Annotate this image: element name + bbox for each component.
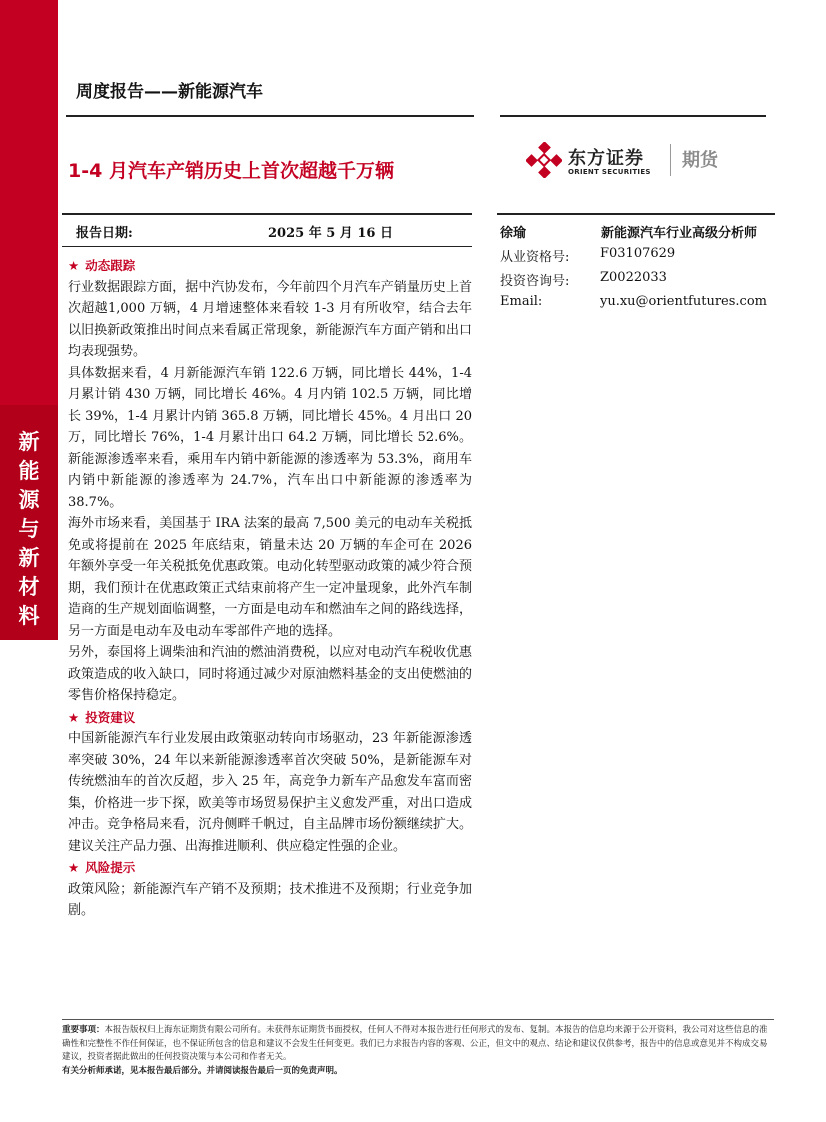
disclaimer-label: 重要事项： (62, 1025, 105, 1035)
footer-disclaimer-block (62, 1024, 774, 1065)
sidebar-label-char: 与 (18, 517, 40, 541)
header-rule-right (500, 115, 766, 117)
paragraph: 另外，泰国将上调柴油和汽油的燃油消费税，以应对电动汽车税收优惠政策造成的收入缺口，同时将通过减少对原油燃料基金的支出使燃油的零售价格保持稳定。 (68, 645, 472, 703)
section-heading-text: 投资建议 (85, 709, 136, 725)
analyst-title: 新能源汽车行业高级分析师 (601, 226, 758, 241)
footer-disclaimer (62, 1024, 774, 1078)
analyst-consult-value: Z0022033 (600, 270, 667, 285)
logo-divider (670, 144, 671, 176)
paragraph: 具体数据来看，4 月新能源汽车销 122.6 万辆，同比增长 44%，1-4 月累计销 430 万辆，同比增长 46%。4 月内销 102.5 万辆，同比增长 39%，1-4 月累计内销 365.8 万辆，同比增长 45%。4 月出口 20 万，同比增长 76%，1-4 月累计出口 64.2 万辆，同比增长 52.6%。新能源渗透率来看，乘用车内销中新能源的渗透率为 53.3%，商用车内销中新能源的渗透率为 24.7%，汽车出口中新能源的渗透率为 38.7%。 (68, 365, 472, 510)
sidebar-category-label (0, 430, 58, 633)
footer-note: 有关分析师承诺，见本报告最后部分。并请阅读报告最后一页的免责声明。 (62, 1065, 343, 1076)
analyst-name: 徐瑜 (500, 226, 527, 241)
sidebar-label-char: 新 (18, 546, 40, 570)
star-icon: ★ (68, 860, 80, 875)
section-heading-investment (68, 707, 472, 729)
sidebar-top-band (0, 0, 58, 405)
sidebar-label-char: 材 (18, 575, 40, 599)
analyst-qualification-value: F03107629 (600, 246, 676, 261)
analyst-email-label: Email: (500, 294, 543, 309)
section-heading-text: 动态跟踪 (85, 258, 136, 273)
page-title: 1-4 月汽车产销历史上首次超越千万辆 (68, 160, 394, 182)
meta-rule-top (62, 213, 472, 215)
section-heading-risk (68, 857, 472, 879)
orient-logo-icon (526, 142, 562, 178)
header-rule-left (66, 115, 474, 117)
sidebar-label-char: 新 (18, 430, 40, 454)
section-heading-tracking (68, 255, 472, 277)
sidebar-label-char: 能 (18, 459, 40, 483)
sidebar-bottom-band (0, 640, 58, 1122)
star-icon: ★ (68, 258, 80, 273)
analyst-qualification-label: 从业资格号: (500, 250, 570, 265)
analyst-consult-label: 投资咨询号: (500, 274, 570, 289)
logo-cn-text: 东方证券 (568, 148, 644, 169)
star-icon: ★ (68, 709, 80, 725)
company-logo (526, 140, 736, 184)
footer-rule (62, 1019, 774, 1020)
report-date-value: 2025 年 5 月 16 日 (268, 226, 393, 241)
analyst-rule-top (497, 213, 775, 215)
analyst-email-link[interactable]: yu.xu@orientfutures.com (600, 294, 767, 309)
sidebar-label-char: 料 (18, 604, 40, 628)
report-body (68, 255, 472, 922)
paragraph: 政策风险；新能源汽车产销不及预期；技术推进不及预期；行业竞争加剧。 (68, 881, 472, 918)
section-heading-text: 风险提示 (85, 860, 136, 875)
disclaimer-text: 本报告版权归上海东证期货有限公司所有。未获得东证期货书面授权，任何人不得对本报告进行任何形式的发布、复制。本报告的信息均来源于公开资料，我公司对这些信息的准确性和完整性不作任何保证，也不保证所包含的信息和建议不会发生任何变更。我们已力求报告内容的客观、公正，但文中的观点、结论和建议仅供参考，报告中的信息或意见并不构成交易建议，投资者据此做出的任何投资决策与本公司和作者无关。 (62, 1025, 768, 1062)
logo-division-text: 期货 (682, 150, 718, 171)
report-date-label: 报告日期: (76, 226, 133, 241)
logo-en-text: ORIENT SECURITIES (568, 168, 651, 176)
report-type-title: 周度报告——新能源汽车 (76, 82, 263, 102)
paragraph: 行业数据跟踪方面，据中汽协发布，今年前四个月汽车产销量历史上首次超越1,000 万辆，4 月增速整体来看较 1-3 月有所收窄，结合去年以旧换新政策推出时间点来看属正常现象，新能源汽车方面产销和出口均表现强势。 (68, 279, 472, 359)
paragraph: 中国新能源汽车行业发展由政策驱动转向市场驱动，23 年新能源渗透率突破 30%，24 年以来新能源渗透率首次突破 50%，是新能源车对传统燃油车的首次反超，步入 25 年，高竞争力新车产品愈发车富而密集，价格进一步下探，欧美等市场贸易保护主义愈发严重，对出口造成冲击。竞争格局来看，沉舟侧畔千帆过，自主品牌市场份额继续扩大。建议关注产品力强、出海推进顺利、供应稳定性强的企业。 (68, 731, 472, 854)
paragraph: 海外市场来看，美国基于 IRA 法案的最高 7,500 美元的电动车关税抵免或将提前在 2025 年底结束，销量未达 20 万辆的车企可在 2026 年额外享受一年关税抵免优惠政策。电动化转型驱动政策的减少符合预期，我们预计在优惠政策正式结束前将产生一定冲量现象，此外汽车制造商的生产规划面临调整，一方面是电动车和燃油车之间的路线选择，另一方面是电动车及电动车零部件产地的选择。 (68, 516, 472, 639)
meta-rule-bottom (62, 246, 472, 247)
sidebar-label-char: 源 (18, 488, 40, 512)
